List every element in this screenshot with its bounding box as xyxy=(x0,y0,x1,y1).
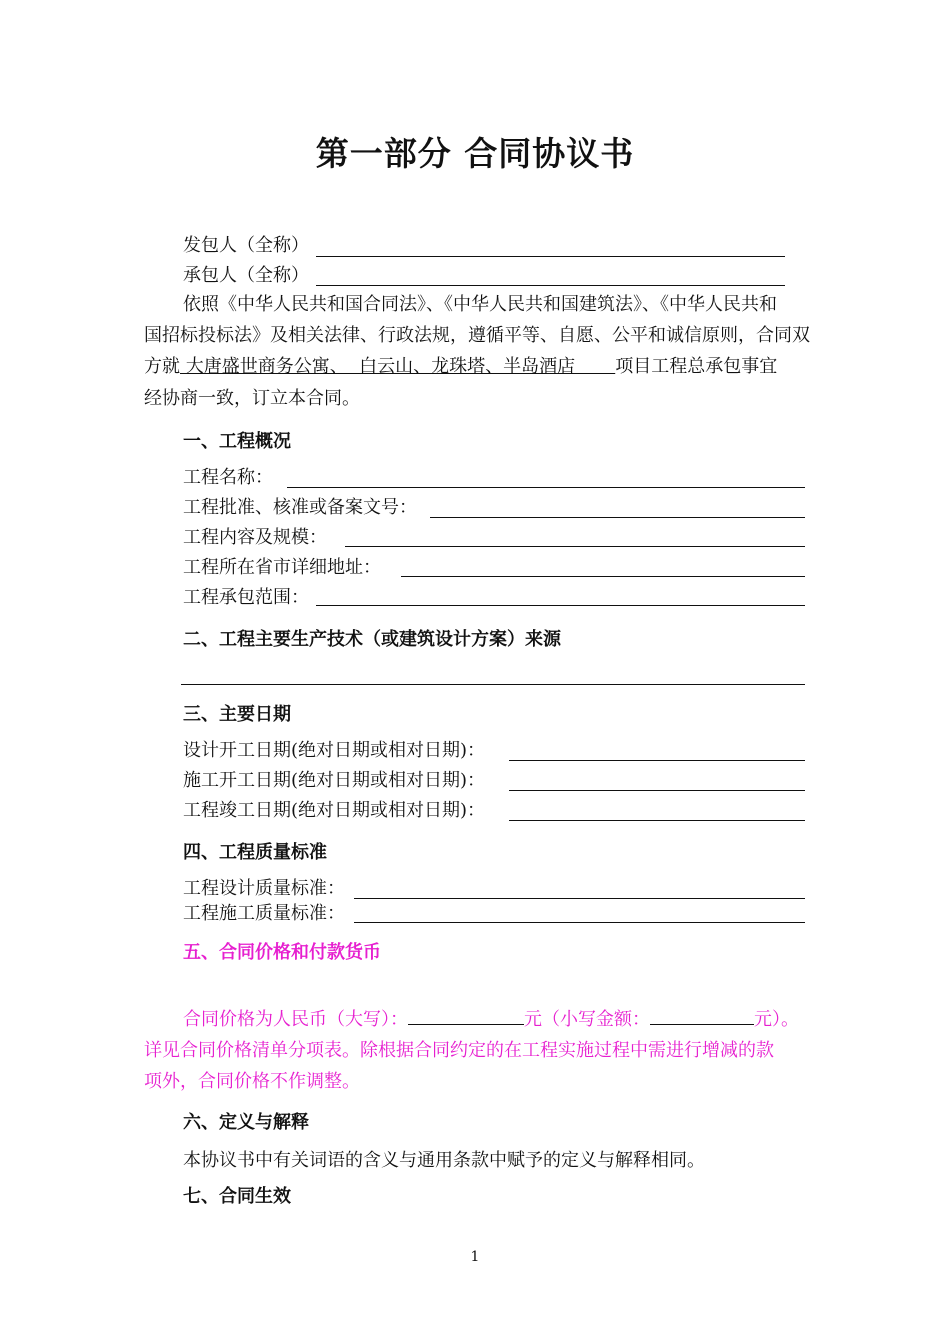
section-3-heading: 三、主要日期 xyxy=(183,704,291,725)
construction-quality-label: 工程施工质量标准： xyxy=(183,903,345,924)
price-line-2: 详见合同价格清单分项表。除根据合同约定的在工程实施过程中需进行增减的款 xyxy=(144,1040,774,1061)
field-range-label: 工程承包范围： xyxy=(183,587,309,608)
field-address-blank[interactable] xyxy=(401,576,805,577)
section-2-heading: 二、工程主要生产技术（或建筑设计方案）来源 xyxy=(183,629,561,650)
field-project-name-blank[interactable] xyxy=(287,487,805,488)
price-line-3: 项外，合同价格不作调整。 xyxy=(144,1071,360,1092)
contractor-label: 承包人（全称） xyxy=(183,265,309,286)
section-6-heading: 六、定义与解释 xyxy=(183,1112,309,1133)
field-address-label: 工程所在省市详细地址： xyxy=(183,557,381,578)
price-line xyxy=(183,1004,799,1036)
design-start-blank[interactable] xyxy=(509,760,805,761)
price-suffix: 元）。 xyxy=(754,1009,799,1030)
design-quality-blank[interactable] xyxy=(354,898,805,899)
field-project-name-label: 工程名称： xyxy=(183,467,273,488)
price-prefix: 合同价格为人民币（大写）： xyxy=(183,1009,408,1030)
design-start-label: 设计开工日期(绝对日期或相对日期)： xyxy=(183,740,486,761)
employer-field[interactable] xyxy=(316,256,785,257)
page-number: 1 xyxy=(470,1249,480,1265)
design-quality-label: 工程设计质量标准： xyxy=(183,878,345,899)
field-scope-label: 工程内容及规模： xyxy=(183,527,327,548)
completion-date-label: 工程竣工日期(绝对日期或相对日期)： xyxy=(183,800,486,821)
intro-line-4: 经协商一致，订立本合同。 xyxy=(144,388,360,409)
employer-label: 发包人（全称） xyxy=(183,235,309,256)
intro-line-3 xyxy=(144,351,777,383)
intro-suffix: 项目工程总承包事宜 xyxy=(615,356,778,377)
contractor-field[interactable] xyxy=(316,285,785,286)
tech-source-blank[interactable] xyxy=(181,684,805,685)
section-7-heading: 七、合同生效 xyxy=(183,1186,291,1207)
section-4-heading: 四、工程质量标准 xyxy=(183,842,327,863)
construction-quality-blank[interactable] xyxy=(354,922,805,923)
intro-line-2: 国招标投标法》及相关法律、行政法规，遵循平等、自愿、公平和诚信原则，合同双 xyxy=(144,325,810,346)
price-uppercase-blank[interactable] xyxy=(408,1004,524,1025)
price-mid: 元（小写金额： xyxy=(524,1009,650,1030)
section-1-heading: 一、工程概况 xyxy=(183,431,291,452)
intro-line-1: 依照《中华人民共和国合同法》、《中华人民共和国建筑法》、《中华人民共和 xyxy=(183,294,777,315)
page-title: 第一部分 合同协议书 xyxy=(315,134,635,173)
field-range-blank[interactable] xyxy=(316,605,805,606)
definitions-text: 本协议书中有关词语的含义与通用条款中赋予的定义与解释相同。 xyxy=(183,1150,705,1171)
section-5-heading: 五、合同价格和付款货币 xyxy=(183,942,381,963)
completion-date-blank[interactable] xyxy=(509,820,805,821)
field-scope-blank[interactable] xyxy=(345,546,805,547)
field-approval-no-label: 工程批准、核准或备案文号： xyxy=(183,497,417,518)
construction-start-blank[interactable] xyxy=(509,790,805,791)
construction-start-label: 施工开工日期(绝对日期或相对日期)： xyxy=(183,770,486,791)
project-name: 大唐盛世商务公寓、 白云山、龙珠塔、半岛酒店 xyxy=(180,356,616,377)
price-lowercase-blank[interactable] xyxy=(650,1004,754,1025)
field-approval-no-blank[interactable] xyxy=(430,517,805,518)
intro-prefix: 方就 xyxy=(144,356,180,377)
